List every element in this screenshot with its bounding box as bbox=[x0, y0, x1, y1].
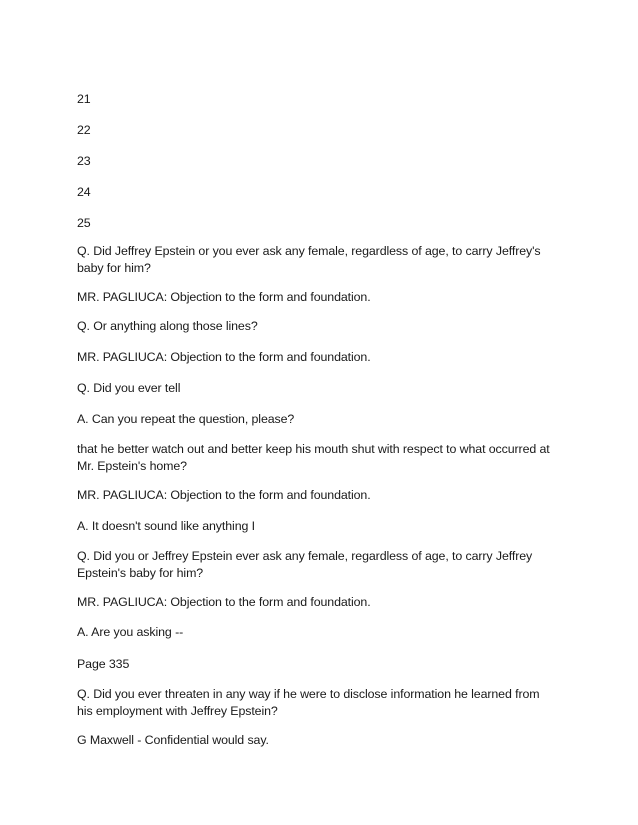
line-number-24: 24 bbox=[77, 185, 91, 199]
transcript-paragraph: Q. Did you ever threaten in any way if he were to disclose information he learned from his employment with Jeffrey Epstein? bbox=[77, 687, 540, 718]
transcript-paragraph: that he better watch out and better keep his mouth shut with respect to what occurred at Mr. Epstein's home? bbox=[77, 442, 550, 473]
transcript-paragraph: MR. PAGLIUCA: Objection to the form and foundation. bbox=[77, 350, 371, 364]
transcript-paragraph: Q. Or anything along those lines? bbox=[77, 319, 258, 333]
transcript-paragraph: MR. PAGLIUCA: Objection to the form and foundation. bbox=[77, 595, 371, 609]
transcript-paragraph: Q. Did Jeffrey Epstein or you ever ask any female, regardless of age, to carry Jeffrey's baby for him? bbox=[77, 244, 541, 275]
transcript-paragraph: Q. Did you or Jeffrey Epstein ever ask any female, regardless of age, to carry Jeffrey Epstein's baby for him? bbox=[77, 549, 533, 580]
transcript-paragraph: A. Can you repeat the question, please? bbox=[77, 412, 295, 426]
transcript-paragraph: A. It doesn't sound like anything I bbox=[77, 519, 255, 533]
transcript-paragraph: A. Are you asking -- bbox=[77, 625, 184, 639]
line-number-25: 25 bbox=[77, 216, 91, 230]
page-number: Page 335 bbox=[77, 657, 130, 671]
line-number-21: 21 bbox=[77, 92, 91, 106]
line-number-23: 23 bbox=[77, 154, 91, 168]
line-number-22: 22 bbox=[77, 123, 91, 137]
transcript-paragraph: MR. PAGLIUCA: Objection to the form and foundation. bbox=[77, 488, 371, 502]
transcript-paragraph: Q. Did you ever tell bbox=[77, 381, 181, 395]
confidential-footer: G Maxwell - Confidential would say. bbox=[77, 733, 269, 747]
transcript-paragraph: MR. PAGLIUCA: Objection to the form and foundation. bbox=[77, 290, 371, 304]
